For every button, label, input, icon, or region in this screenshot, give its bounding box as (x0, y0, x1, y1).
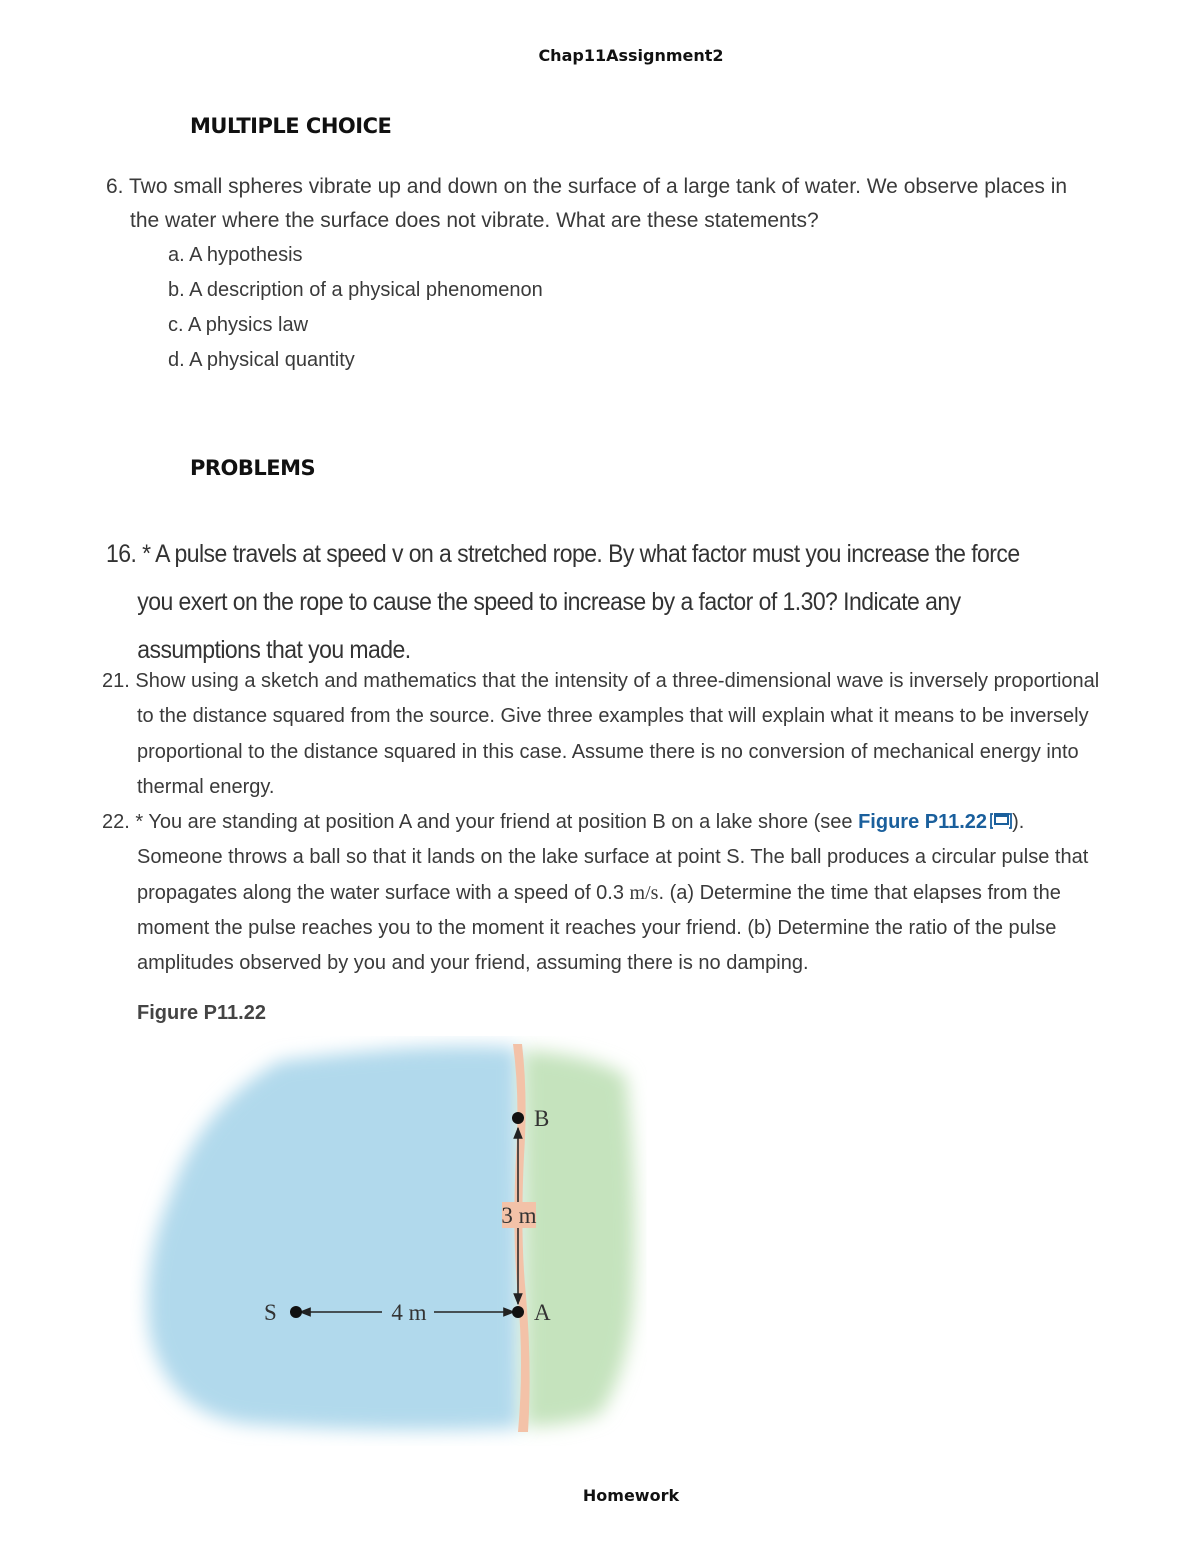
question-22-text-after: . (a) Determine the time that elapses from the moment the pulse reaches you to the moment it reaches your friend. (b) Determine the ratio of the pulse amplitudes observed by you and your friend, assuming there is no damping. (137, 881, 1061, 975)
question-6-option-c: c. A physics law (168, 314, 309, 336)
page-header: Chap11Assignment2 (538, 46, 724, 65)
label-a: A (534, 1300, 551, 1325)
question-16-text: * A pulse travels at speed v on a stretched rope. By what factor must you increase the force you exert on the rope to cause the speed to increase by a factor of 1.30? Indicate any assumptions that you made. (137, 540, 1020, 664)
figure-caption: Figure P11.22 (137, 1002, 266, 1024)
question-22 (102, 805, 1102, 981)
point-b-dot (512, 1112, 524, 1124)
question-6-option-b: b. A description of a physical phenomenon (168, 279, 543, 301)
section-title-problems: PROBLEMS (190, 456, 316, 480)
question-16-number: 16. (106, 540, 137, 568)
point-s-dot (290, 1306, 302, 1318)
section-title-multiple-choice: MULTIPLE CHOICE (190, 114, 392, 138)
question-list (102, 664, 1102, 982)
popup-icon (987, 811, 1012, 833)
question-22-text-mid: ). Someone throws a ball so that it lands on the lake surface at point S. The ball produces a circular pulse that propagates along the water surface with a speed of 0.3 (137, 811, 1089, 904)
lake-water (148, 1046, 521, 1430)
question-6-stem (106, 170, 1096, 238)
page-footer: Homework (582, 1486, 680, 1505)
question-22-text-before: * You are standing at position A and your friend at position B on a lake shore (see (135, 811, 859, 834)
point-a-dot (512, 1306, 524, 1318)
distance-sa: 4 m (391, 1300, 427, 1325)
lake-figure (130, 1036, 650, 1446)
question-6-text: Two small spheres vibrate up and down on the surface of a large tank of water. We observe places in the water where the surface does not vibrate. What are these statements? (128, 175, 1068, 232)
question-21-text: Show using a sketch and mathematics that the intensity of a three-dimensional wave is inversely proportional to the distance squared from the source. Give three examples that will explain what it means to be inversely proportional to the distance squared in this case. Assume there is no conversion of mechanical energy into thermal energy. (135, 670, 1100, 798)
question-16 (106, 530, 1057, 674)
question-6-options (106, 238, 1096, 378)
figure-link-label: Figure P11.22 (858, 811, 988, 834)
figure-link[interactable] (858, 811, 1012, 833)
question-21 (102, 664, 1102, 805)
question-22-number: 22. (102, 811, 130, 834)
label-b: B (534, 1106, 550, 1131)
question-21-number: 21. (102, 670, 130, 692)
question-6-option-a: a. A hypothesis (168, 244, 303, 266)
question-6-option-d: d. A physical quantity (168, 349, 355, 371)
question-6 (106, 170, 1096, 378)
label-s: S (264, 1300, 277, 1325)
speed-unit: m/s (629, 881, 659, 904)
distance-ab: 3 m (501, 1203, 537, 1228)
question-6-number: 6. (106, 175, 124, 198)
